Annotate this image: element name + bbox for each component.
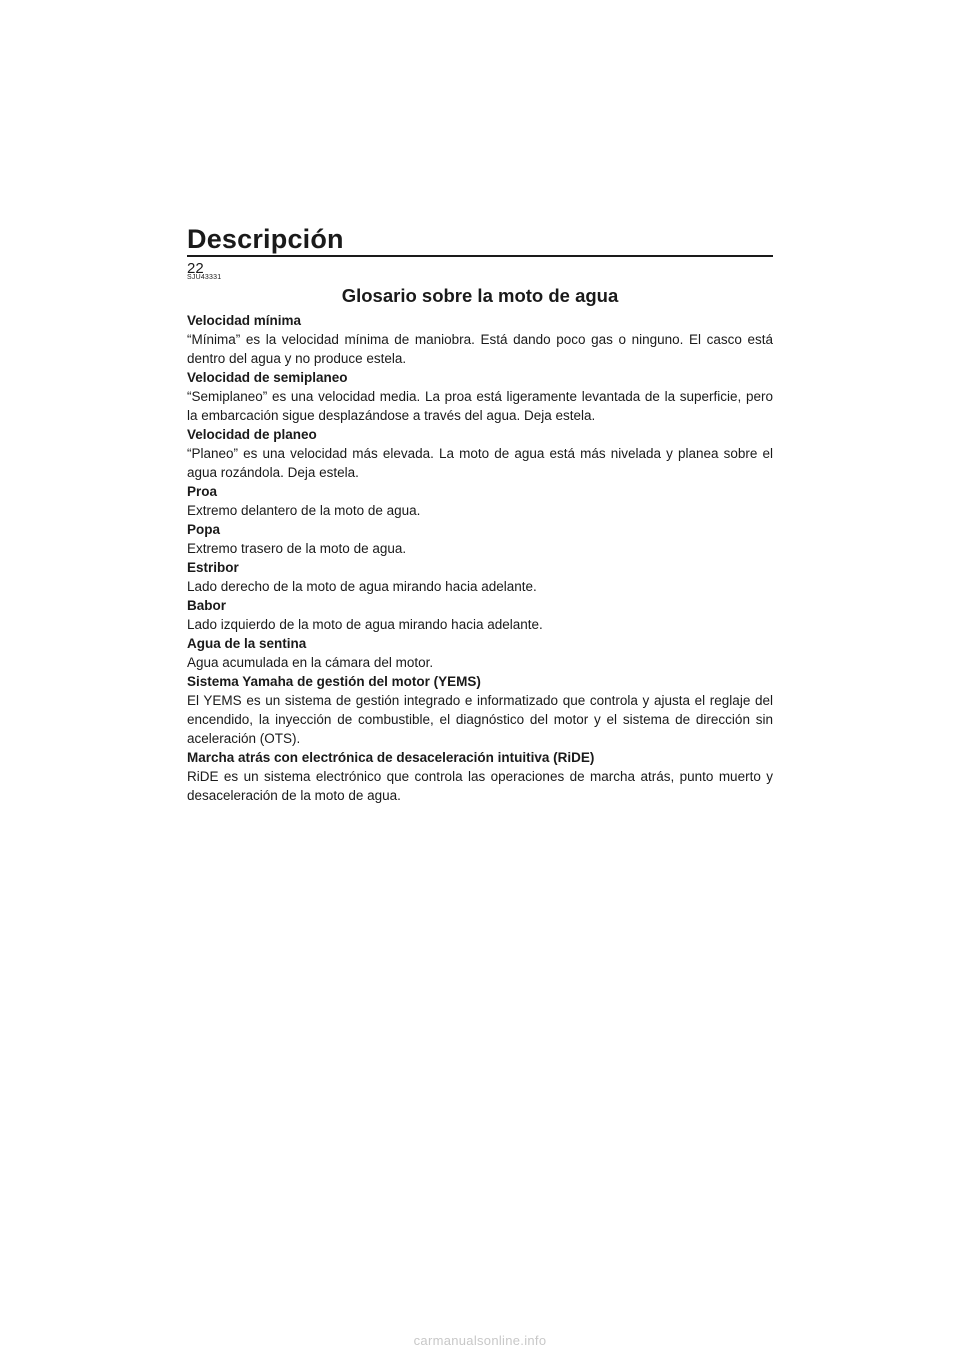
glossary-term [187, 483, 773, 520]
glossary-term [187, 597, 773, 634]
term-name: Velocidad mínima [187, 313, 302, 328]
term-name: Agua de la sentina [187, 636, 307, 651]
term-definition: “Semiplaneo” es una velocidad media. La proa está ligeramente levantada de la superficie, pero la embarcación sigue desplazándose a través del agua. Deja estela. [187, 389, 773, 423]
term-name: Velocidad de planeo [187, 427, 317, 442]
term-name: Velocidad de semiplaneo [187, 370, 348, 385]
term-definition: RiDE es un sistema electrónico que controla las operaciones de marcha atrás, punto muerto y desaceleración de la moto de agua. [187, 769, 773, 803]
term-name: Proa [187, 484, 218, 499]
page-title: Descripción [187, 224, 344, 254]
glossary-term [187, 369, 773, 425]
term-name: Marcha atrás con electrónica de desaceleración intuitiva (RiDE) [187, 750, 595, 765]
term-definition: El YEMS es un sistema de gestión integrado e informatizado que controla y ajusta el reglaje del encendido, la inyección de combustible, el diagnóstico del motor y el sistema de dirección sin aceleración (OTS). [187, 693, 773, 746]
glossary-term [187, 312, 773, 368]
term-name: Estribor [187, 560, 239, 575]
term-definition: “Mínima” es la velocidad mínima de maniobra. Está dando poco gas o ninguno. El casco está dentro del agua y no produce estela. [187, 332, 773, 366]
glossary-term [187, 559, 773, 596]
glossary-term [187, 635, 773, 672]
term-definition: Lado izquierdo de la moto de agua mirando hacia adelante. [187, 617, 543, 632]
section-title: Glosario sobre la moto de agua [341, 285, 619, 306]
glossary-term [187, 749, 773, 805]
term-definition: “Planeo” es una velocidad más elevada. La moto de agua está más nivelada y planea sobre el agua rozándola. Deja estela. [187, 446, 773, 480]
glossary-term [187, 521, 773, 558]
term-definition: Lado derecho de la moto de agua mirando hacia adelante. [187, 579, 537, 594]
term-name: Babor [187, 598, 227, 613]
term-name: Popa [187, 522, 221, 537]
watermark: carmanualsonline.info [413, 1333, 547, 1348]
page-header [187, 224, 773, 257]
glossary-term [187, 426, 773, 482]
term-definition: Agua acumulada en la cámara del motor. [187, 655, 434, 670]
page-number: 22 [187, 260, 204, 277]
term-definition: Extremo delantero de la moto de agua. [187, 503, 421, 518]
glossary-term [187, 673, 773, 748]
glossary-section [187, 273, 773, 806]
term-name: Sistema Yamaha de gestión del motor (YEMS) [187, 674, 481, 689]
reference-code: SJU43331 [187, 274, 222, 281]
term-definition: Extremo trasero de la moto de agua. [187, 541, 407, 556]
